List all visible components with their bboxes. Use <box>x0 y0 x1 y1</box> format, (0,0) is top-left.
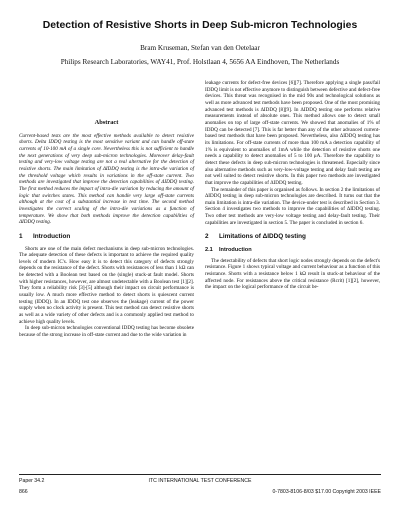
left-column <box>19 80 194 339</box>
footer-page-number: 866 <box>19 489 28 495</box>
paragraph: The remainder of this paper is organised as follows. In section 2 the limitations of ΔIDDQ testing in deep sub-micron technologies are described. It turns out that the main limitation is intra-die variation. The device-under test is described in Section 3. Section 4 investigates two methods to improve the capabilities of ΔIDDQ testing. Two other test methods are very-low voltage testing and delay-fault testing. Their capabilities are investigated in section 5. The paper is concluded in section 6. <box>205 186 380 226</box>
affiliation: Philips Research Laboratories, WAY41, Prof. Holstlaan 4, 5656 AA Eindhoven, The Netherlands <box>60 58 340 66</box>
section-number: 1 <box>19 232 23 240</box>
footer-rule <box>19 474 381 475</box>
subsection-heading-2-1 <box>205 247 380 254</box>
paragraph: Shorts are one of the main defect mechanisms in deep sub-micron technologies. The adequate detection of these defects is important to achieve the required quality levels of modern IC's. How easy it is to detect this category of defects strongly depends on the resistance of the defect. Shorts with resistances of less than 1 kΩ can be detected with a Boolean test based on the (single) stuck-at fault model. Shorts with higher resistances, however, are almost undetectable with a Boolean test [1][2]. They form a reliability risk [3]-[5] although their impact on circuit performance is usually low. A much more effective method to detect shorts is quiescent current testing (IDDQ). In an IDDQ test one observes the (leakage) current of the power supply when no clock activity is present. This test method can detect resistive shorts as well as a wide variety of other defects and is a commonly applied test method to achieve high quality levels. <box>19 245 194 325</box>
right-column <box>205 80 380 291</box>
section-title: Limitations of ΔIDDQ testing <box>219 233 306 241</box>
section-title: Introduction <box>33 232 71 240</box>
subsection-title: Introduction <box>219 247 252 254</box>
authors: Bram Kruseman, Stefan van den Oetelaar <box>140 44 260 52</box>
paragraph: leakage currents for defect-free devices [6][7]. Therefore applying a single pass/fail IDDQ limit is not effective anymore to distinguish between defective and defect-free devices. This threat was recognised in the mid 90s and technological solutions as well as more advanced test methods have been proposed. One of the most promising advanced test methods is ΔIDDQ [8][9]. In ΔIDDQ testing one performs relative measurements instead of absolute ones. This method allows one to detect small anomalies on top of large off-state currents. We showed that anomalies of 1% of IDDQ can be detected [7]. This is far better than any of the other advanced current-based test methods that have been proposed. Nevertheless, also ΔIDDQ testing has its limitations. For off-state currents of more than 100 mA a detection capability of 1% is equivalent to anomalies of 1mA while the detection of resistive shorts one needs a capability to detect anomalies of 5 to 100 μA. Therefore the capability to detect these defects in deep sub-micron technologies is threatened. Especially since also alternative methods such as very-low-voltage testing and delay fault testing are not well suited to detect resistive shorts. In this paper two methods are investigated that improve the capabilities of ΔIDDQ testing. <box>205 80 380 186</box>
abstract-heading: Abstract <box>94 119 119 126</box>
subsection-number: 2.1 <box>205 247 213 254</box>
abstract-text: Current-based tests are the most effective methods available to detect resistive shorts. Delta IDDQ testing is the most sensitive variant and can handle off-state currents of 10-100 mA of a single core. Nevertheless this is not sufficient to handle the next generations of very deep sub-micron technologies. Moreover delay-fault testing and very-low voltage testing are not a real alternative for the detection of resistive shorts. The main limitation of ΔIDDQ testing is the intra-die variation of the threshold voltage which results in variations in the off-state current. Two methods are investigated that improve the detection capabilities of ΔIDDQ testing. The first method reduces the impact of intra-die variation by reducing the amount of logic that switches states. This method can handle very large off-state currents although at the cost of a substantial increase in test time. The second method investigates the correct scaling of the intra-die variations as a function of temperature. We show that both methods improve the detection capabilities of ΔIDDQ testing. <box>19 132 194 226</box>
section-heading-2 <box>205 234 380 241</box>
paper-title: Detection of Resistive Shorts in Deep Sub-micron Technologies <box>42 20 358 31</box>
section-number: 2 <box>205 233 209 241</box>
footer-conference: ITC INTERNATIONAL TEST CONFERENCE <box>148 478 252 484</box>
paragraph: The detectability of defects that short logic nodes strongly depends on the defect's resistance. Figure 1 shows typical voltage and current behaviour as a function of this resistance. Shorts with a resistance below 1 kΩ result in stuck-at behaviour of the affected node. For resistances above the critical resistance (Rcrit) [1][2], however, the impact on the logical performance of the circuit be- <box>205 257 380 291</box>
footer-isbn-copyright: 0-7803-8106-8/03 $17.00 Copyright 2003 IEEE <box>272 489 381 495</box>
footer-paper-number: Paper 34.2 <box>19 478 45 484</box>
paragraph: In deep sub-micron technologies conventional IDDQ testing has become obsolete because of the strong increase in off-state current and due to the wide variation in <box>19 325 194 339</box>
section-heading-1 <box>19 234 194 241</box>
